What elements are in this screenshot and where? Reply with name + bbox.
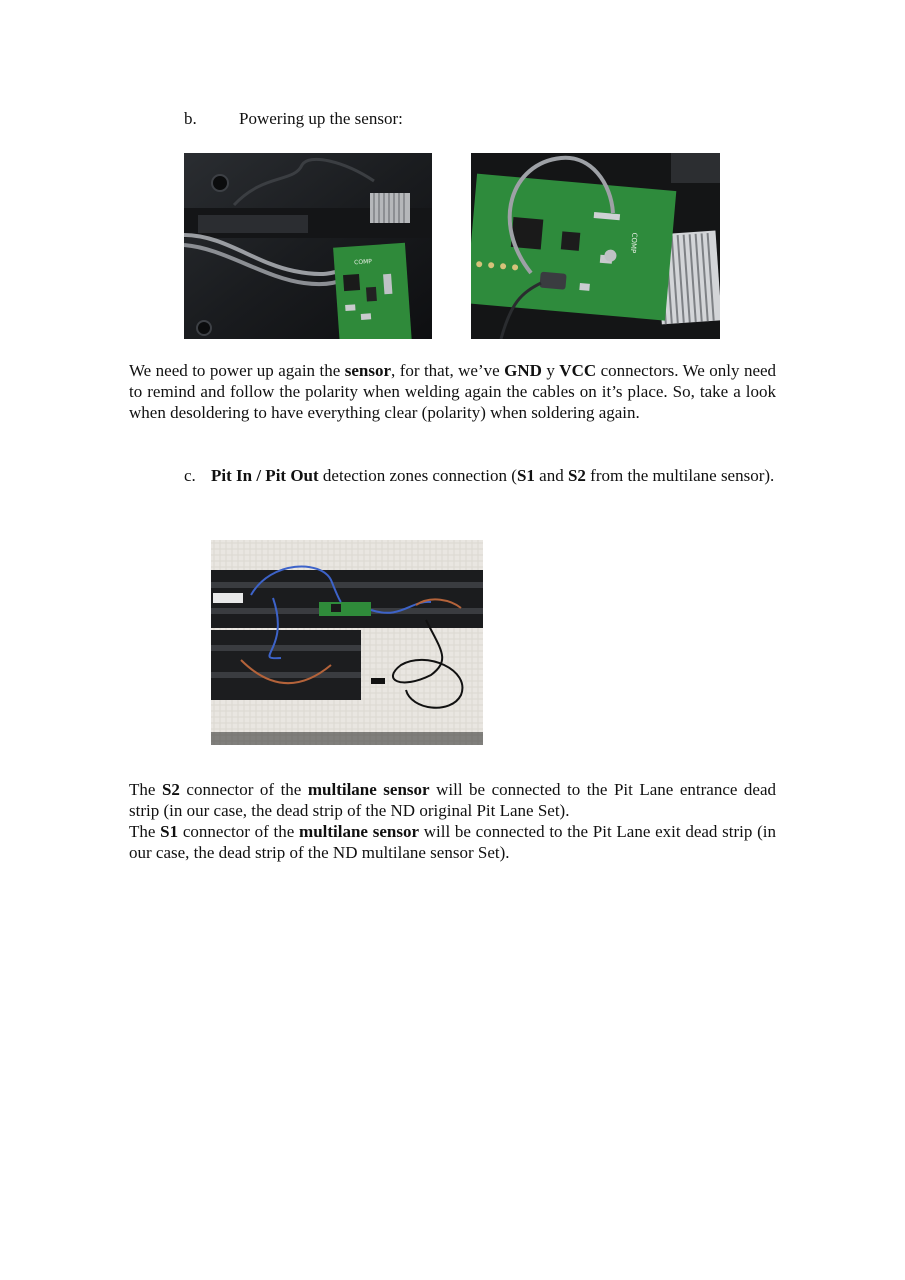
section-c-text-2: and (534, 466, 568, 485)
paragraph-s1-text-2: connector of the (178, 822, 300, 841)
keyword-pit-in-out: Pit In / Pit Out (211, 466, 319, 485)
keyword-s1: S1 (516, 466, 535, 485)
paragraph-power-text-1: We need to power up again the (129, 361, 345, 380)
paragraph-s2-text-3: will be connected to the Pit Lane entrance dead strip (in our case, the dead strip of the ND original Pit Lane Set). (129, 780, 777, 820)
section-c-text (211, 465, 776, 486)
section-b-heading: Powering up the sensor: (239, 109, 403, 128)
photo-pit-lane-tracks (211, 540, 483, 745)
list-marker-c: c. (184, 466, 196, 485)
paragraph-s2-connector (129, 779, 776, 821)
paragraph-s2-text-1: The (129, 780, 162, 799)
paragraph-power-up (129, 360, 776, 423)
pcb-label-2: COMP (628, 232, 639, 254)
section-c-text-1: detection zones connection ( (318, 466, 517, 485)
keyword-multilane-sensor-1: multilane sensor (307, 780, 430, 799)
keyword-s2-conn: S2 (161, 780, 180, 799)
photo-sensor-wiring-1 (184, 153, 432, 339)
section-c-text-3: from the multilane sensor). (585, 466, 775, 485)
paragraph-s1-text-3: will be connected to the Pit Lane exit dead strip (in our case, the dead strip of the ND multilane sensor Set). (129, 822, 777, 862)
keyword-vcc: VCC (559, 361, 597, 380)
keyword-gnd: GND (504, 361, 542, 380)
photo-sensor-wiring-2 (471, 153, 720, 339)
pcb-label-1: COMP (353, 258, 373, 267)
paragraph-power-text-2: , for that, we’ve (391, 361, 505, 380)
keyword-multilane-sensor-2: multilane sensor (299, 822, 419, 841)
paragraph-power-text-3: y (541, 361, 560, 380)
keyword-s2: S2 (567, 466, 586, 485)
keyword-sensor: sensor (344, 361, 391, 380)
list-marker-b: b. (184, 109, 197, 128)
paragraph-s1-connector (129, 821, 776, 863)
paragraph-power-text-4: connectors. We only need to remind and follow the polarity when welding again the cables on it’s place. So, take a look when desoldering to have everything clear (polarity) when soldering again. (129, 361, 777, 422)
paragraph-s2-text-2: connector of the (179, 780, 308, 799)
keyword-s1-conn: S1 (160, 822, 179, 841)
paragraph-s1-text-1: The (129, 822, 161, 841)
